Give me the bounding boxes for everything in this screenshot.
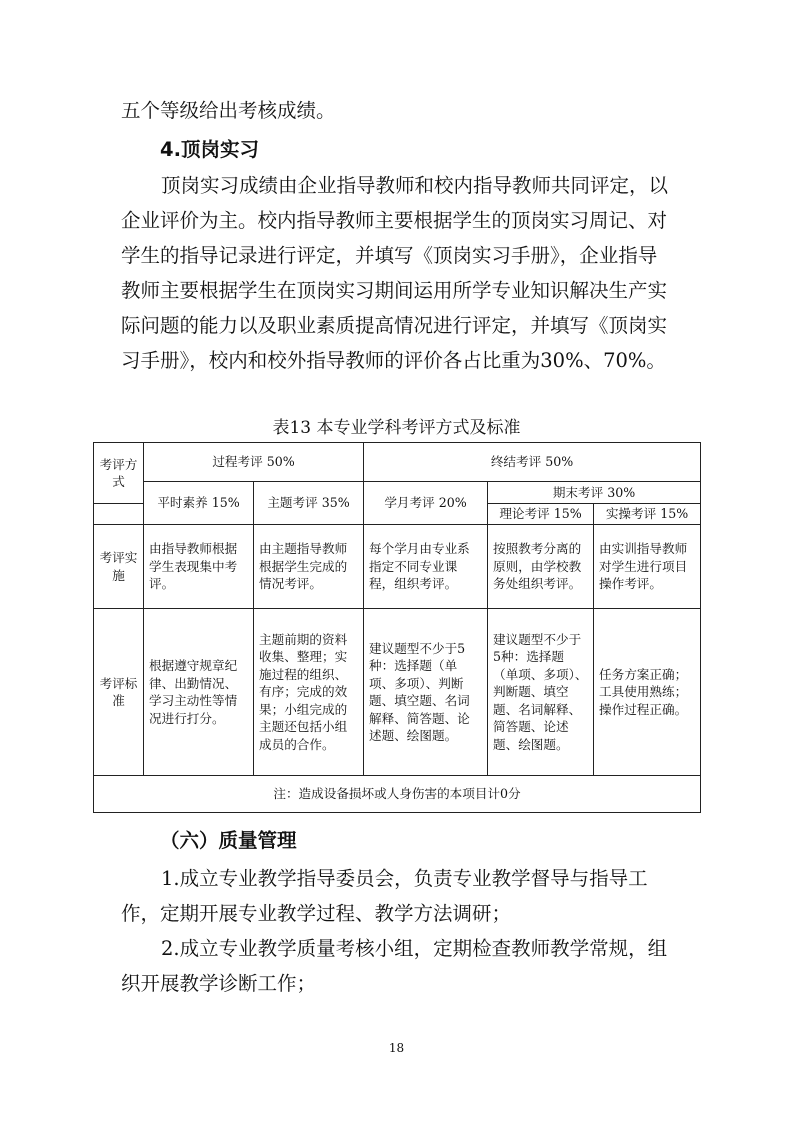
header-theory-assessment: 理论考评 15% bbox=[488, 504, 594, 525]
assessment-table bbox=[93, 442, 701, 813]
cell-impl-daily: 由指导教师根据学生表现集中考评。 bbox=[144, 525, 254, 609]
row-label-implementation: 考评实施 bbox=[94, 525, 144, 609]
paragraph-quality-2-text: 2.成立专业教学质量考核小组，定期检查教师教学常规，组织开展教学诊断工作； bbox=[121, 937, 668, 995]
header-spacer bbox=[94, 504, 144, 525]
header-assessment-method: 考评方式 bbox=[94, 443, 144, 504]
paragraph-quality-1 bbox=[121, 861, 673, 931]
header-daily-conduct: 平时素养 15% bbox=[144, 482, 254, 525]
table-note: 注：造成设备损坏或人身伤害的本项目计0分 bbox=[94, 776, 701, 813]
paragraph-internship-text: 顶岗实习成绩由企业指导教师和校内指导教师共同评定，以企业评价为主。校内指导教师主要根据学生的顶岗实习周记、对学生的指导记录进行评定，并填写《顶岗实习手册》，企业指导教师主要根据学生在顶岗实习期间运用所学专业知识解决生产实际问题的能力以及职业素质提高情况进行评定，并填写《顶岗实习手册》，校内和校外指导教师的评价各占比重为30%、70%。 bbox=[121, 174, 669, 372]
row-label-standard: 考评标准 bbox=[94, 609, 144, 776]
paragraph-grading-levels: 五个等级给出考核成绩。 bbox=[121, 99, 336, 122]
cell-impl-theory: 按照教考分离的原则，由学校教务处组织考评。 bbox=[488, 525, 594, 609]
header-monthly-assessment: 学月考评 20% bbox=[364, 482, 488, 525]
section-heading-quality-management: （六）质量管理 bbox=[160, 829, 297, 852]
paragraph-quality-1-text: 1.成立专业教学指导委员会，负责专业教学督导与指导工作，定期开展专业教学过程、教学方法调研； bbox=[121, 867, 648, 925]
paragraph-quality-2 bbox=[121, 931, 673, 1001]
cell-std-daily: 根据遵守规章纪律、出勤情况、学习主动性等情况进行打分。 bbox=[144, 609, 254, 776]
cell-std-monthly: 建议题型不少于5种：选择题（单项、多项）、判断题、填空题、名词解释、简答题、论述题、绘图题。 bbox=[364, 609, 488, 776]
header-term-end-assessment: 期末考评 30% bbox=[488, 482, 701, 504]
header-practical-assessment: 实操考评 15% bbox=[594, 504, 701, 525]
cell-impl-practical: 由实训指导教师对学生进行项目操作考评。 bbox=[594, 525, 701, 609]
cell-std-theory: 建议题型不少于5种：选择题（单项、多项）、判断题、填空题、名词解释、简答题、论述题、绘图题。 bbox=[488, 609, 594, 776]
header-theme-assessment: 主题考评 35% bbox=[254, 482, 364, 525]
cell-std-theme: 主题前期的资料收集、整理；实施过程的组织、有序；完成的效果；小组完成的主题还包括小组成员的合作。 bbox=[254, 609, 364, 776]
table-caption: 表13 本专业学科考评方式及标准 bbox=[272, 418, 521, 438]
cell-std-practical: 任务方案正确；工具使用熟练；操作过程正确。 bbox=[594, 609, 701, 776]
page-number: 18 bbox=[388, 1041, 405, 1055]
header-process-assessment: 过程考评 50% bbox=[144, 443, 364, 482]
paragraph-internship bbox=[121, 168, 673, 378]
section-heading-internship: 4.顶岗实习 bbox=[160, 138, 259, 161]
header-final-assessment: 终结考评 50% bbox=[364, 443, 701, 482]
cell-impl-theme: 由主题指导教师根据学生完成的情况考评。 bbox=[254, 525, 364, 609]
cell-impl-monthly: 每个学月由专业系指定不同专业课程，组织考评。 bbox=[364, 525, 488, 609]
